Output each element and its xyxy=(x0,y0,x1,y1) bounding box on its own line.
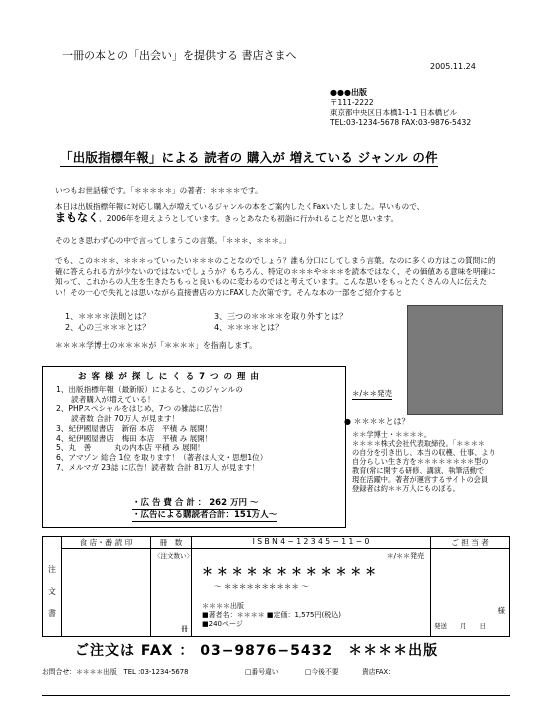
order-subtitle: 〜 ＊＊＊＊＊＊＊＊＊＊ 〜 xyxy=(214,582,309,591)
order-side-top xyxy=(43,537,62,549)
side-char: 文 xyxy=(48,587,56,597)
reason-line: 2、PHPスペシャルをはじめ、7つ の雑誌に広告！ xyxy=(56,404,227,414)
reasons-list xyxy=(56,385,336,472)
reason-line: 7、メルマガ 23誌 に広告！読者数 合計 81万人 が見ます！ xyxy=(56,462,260,472)
page-title xyxy=(60,148,438,166)
order-release: ＊/＊＊発売 xyxy=(386,552,424,560)
question-2: 2、心の三＊＊＊とは？ xyxy=(65,323,151,332)
ad-sums xyxy=(132,498,277,522)
publisher-contact: TEL:03-1234-5678 FAX:03-9876-5432 xyxy=(330,118,472,127)
reasons-title: お 客 様 が 探 し に く る 7 つ の 理 由 xyxy=(78,372,260,382)
question-3: 3、三つの＊＊＊＊を取り外すとは？ xyxy=(214,312,348,321)
reason-line: 6、アマゾン 総合 1位 を取ります！（著者は人文・思想1位） xyxy=(56,452,268,462)
author-bio xyxy=(352,430,510,493)
publisher-block xyxy=(330,88,471,128)
greeting: 一冊の本との「出会い」を提供する 書店さまへ xyxy=(62,49,297,62)
order-side-label xyxy=(43,549,62,637)
footer-no-future[interactable]: □今後不要 xyxy=(305,668,339,676)
bio-line: の自分を引き出し、本当の収穫、仕事、より xyxy=(352,448,496,457)
order-sama: 様 xyxy=(497,606,505,615)
publisher-postal: 〒111-2222 xyxy=(330,98,374,107)
title-part1: 「出版指標年報」 xyxy=(60,150,162,165)
ad-cost-sum: ・広 告 費 合 計 ： 262 万円 〜 xyxy=(132,498,259,508)
order-publisher: ＊＊＊＊出版 xyxy=(202,602,244,610)
body-p3: そのとき思わず心の中で言ってしまうこの言葉。「＊＊＊、＊＊＊。」 xyxy=(55,236,291,245)
reason-line: 5、丸 善 丸の内本店 平積 み 展開！ xyxy=(56,443,205,453)
order-contact-cell[interactable] xyxy=(431,549,510,637)
title-part2: による 読者の 購入が 増えている ジャンル の件 xyxy=(161,150,438,165)
order-header-store: 食 店・番 読 印 xyxy=(62,537,151,549)
side-char: 書 xyxy=(48,609,56,619)
order-header-qty: 冊 数 xyxy=(151,537,192,549)
order-author-price: ■著者名：＊＊＊＊ ■定価：1,575円(税込) xyxy=(202,611,341,619)
reason-line: 読者数 合計 70万人 が見ます！ xyxy=(56,414,180,424)
order-store-cell[interactable] xyxy=(62,549,151,637)
order-form xyxy=(42,536,510,637)
order-header-isbn: I S B N 4 − 1 2 3 4 5 − 1 1 − 0 xyxy=(192,537,431,549)
order-qty-cell[interactable] xyxy=(151,549,192,637)
order-book-cell xyxy=(192,549,431,637)
bio-line: 現在活躍中。著者が運営するサイトの会員 xyxy=(352,475,489,484)
ad-reader-sum: ・広告による購読者合計：151万人〜 xyxy=(132,510,278,520)
body-p4: でも、この＊＊＊、＊＊＊っていったい＊＊＊のことなのでしょう？誰も分口にしてしまう言葉。なのに多くの方はこの質問に的確に答えられる方が少ないのではないでしょうか？もちろん、特定の＊＊＊や＊＊＊を読本ではなく、その価値ある意味を明確に知って、これからの人生を生きたちもっと良いものに変わるのではと考えています。こんな思いをもっとたくさんの人に伝えたい！その一心で失礼とは思いながら直接書店の方にFAXした次第です。そんな本の一部をご紹介すると xyxy=(55,256,496,297)
reason-line: 4、紀伊國屋書店 梅田 本店 平積 み 展開！ xyxy=(56,433,213,443)
reason-line: 3、紀伊國屋書店 新宿 本店 平積 み 展開！ xyxy=(56,423,213,433)
footer-wrong-number[interactable]: □番号違い xyxy=(245,668,279,676)
order-header-contact: ご 担 当 者 xyxy=(431,537,510,549)
publisher-address: 東京都中央区日本橋1-1-1 日本橋ビル xyxy=(330,108,458,117)
publisher-name: ●●●出版 xyxy=(330,88,367,97)
date: 2005.11.24 xyxy=(430,62,476,71)
reason-line: 読者購入が増えている！ xyxy=(56,394,155,404)
author-heading: ● ＊＊＊＊とは？ xyxy=(344,417,410,426)
order-shipping: 発送 月 日 xyxy=(434,622,486,630)
question-1: 1、＊＊＊＊法則とは？ xyxy=(65,312,151,321)
question-4: 4、＊＊＊＊とは？ xyxy=(214,323,284,332)
body-p2b: 、2006年を迎えようとしています。きっとあなたも初詣に行かれることだと思います。 xyxy=(99,213,399,223)
body-p1: いつもお世話様です。「＊＊＊＊＊」の著者：＊＊＊＊です。 xyxy=(55,186,263,195)
order-stamp: 〈注文数い〉 xyxy=(154,552,193,560)
reason-line: 1、出版指標年報（最新版）によると、このジャンルの xyxy=(56,385,243,394)
bio-line: 登録者は約＊＊万人にものぼる。 xyxy=(352,484,460,493)
bottom-rule xyxy=(42,695,510,696)
fax-order-line: ご注文は FAX ： 03−9876−5432 ＊＊＊＊出版 xyxy=(75,643,439,659)
bio-line: ＊＊＊＊株式会社代表取締役。「＊＊＊＊ xyxy=(352,439,485,448)
bio-line: 自分らしい生き方を＊＊＊＊＊＊＊＊型の xyxy=(352,457,489,466)
body-p2 xyxy=(55,202,500,224)
footer-store-fax: 貴店FAX: xyxy=(362,668,391,676)
body-p2-emph: まもなく xyxy=(55,210,99,224)
note: ＊＊＊＊学博士の＊＊＊＊が「＊＊＊＊」を指南します。 xyxy=(55,341,258,350)
order-unit: 冊 xyxy=(181,625,188,633)
author-photo xyxy=(407,305,503,415)
side-char: 注 xyxy=(48,565,56,575)
bio-line: 教育(常に開する研修、講演、執筆活動で xyxy=(352,466,485,475)
body-p2a: 本日は出版指標年報に対応し購入が増えているジャンルの本をご案内したくFaxいたしました。早いもので、 xyxy=(55,202,425,211)
footer-inquiry: お問合せ：＊＊＊＊出版 TEL :03-1234-5678 xyxy=(42,668,189,676)
bio-line: ＊＊学博士・＊＊＊＊。 xyxy=(352,430,432,439)
order-book-title: ＊ ＊ ＊ ＊ ＊ ＊ ＊ ＊ ＊ ＊ ＊ ＊ xyxy=(202,565,377,578)
order-pages: ■240ページ xyxy=(202,620,243,628)
release-date: ＊/＊＊発売 xyxy=(352,389,393,398)
